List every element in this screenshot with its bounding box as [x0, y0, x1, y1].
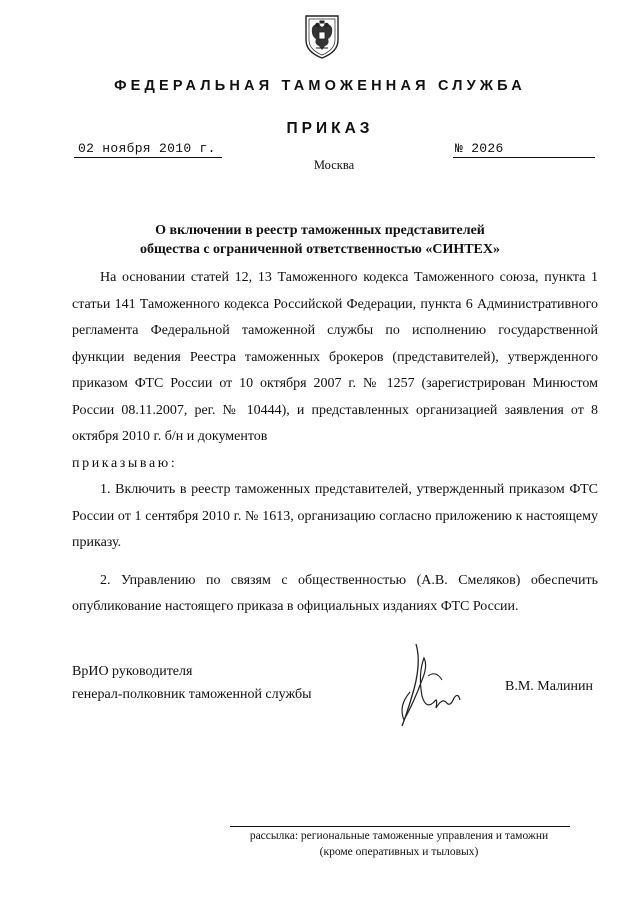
order-item-1: 1. Включить в реестр таможенных представителей, утвержденный приказом ФТС России от 1 сентября 2010 г. № 1613, организацию согласно приложению к настоящему приказу. [72, 482, 598, 550]
distribution-list [226, 828, 572, 860]
preamble-paragraph: На основании статей 12, 13 Таможенного кодекса Таможенного союза, пункта 1 статьи 141 Таможенного кодекса Российской Федерации, пункта 6 Административного регламента Федеральной таможенной службы по исполнению государственной функции ведения Реестра таможенных брокеров (представителей), утвержденного приказом ФТС России от 10 октября 2007 г. № 1257 (зарегистрирован Минюстом России 08.11.2007, рег. № 10444), и представленных организацией заявления от 8 октября 2010 г. б/н и документов [72, 270, 598, 444]
order-subject [0, 221, 640, 259]
position-line: генерал-полковник таможенной службы [72, 687, 312, 702]
coat-of-arms-icon [300, 12, 344, 60]
city: Москва [313, 158, 355, 172]
order-item-2: 2. Управлению по связям с общественностью (А.В. Смеляков) обеспечить опубликование настоящего приказа в официальных изданиях ФТС России. [72, 572, 598, 614]
order-body [72, 265, 598, 621]
signatory-name: В.М. Малинин [505, 679, 594, 694]
order-date: 02 ноября 2010 г. [78, 141, 216, 156]
agency-name: ФЕДЕРАЛЬНАЯ ТАМОЖЕННАЯ СЛУЖБА [114, 78, 526, 94]
distribution-rule [230, 826, 570, 827]
order-number: № 2026 [455, 141, 504, 156]
signatory-position [72, 660, 311, 706]
distribution-line: рассылка: региональные таможенные управления и таможни [249, 830, 549, 842]
subject-line: общества с ограниченной ответственностью «СИНТЕХ» [139, 242, 501, 257]
subject-line: О включении в реестр таможенных представителей [155, 223, 485, 238]
distribution-line: (кроме оперативных и тыловых) [319, 846, 479, 858]
document-type: ПРИКАЗ [286, 120, 374, 137]
handwritten-signature [388, 636, 468, 732]
order-word: приказываю: [72, 455, 178, 471]
position-line: ВрИО руководителя [72, 664, 193, 679]
